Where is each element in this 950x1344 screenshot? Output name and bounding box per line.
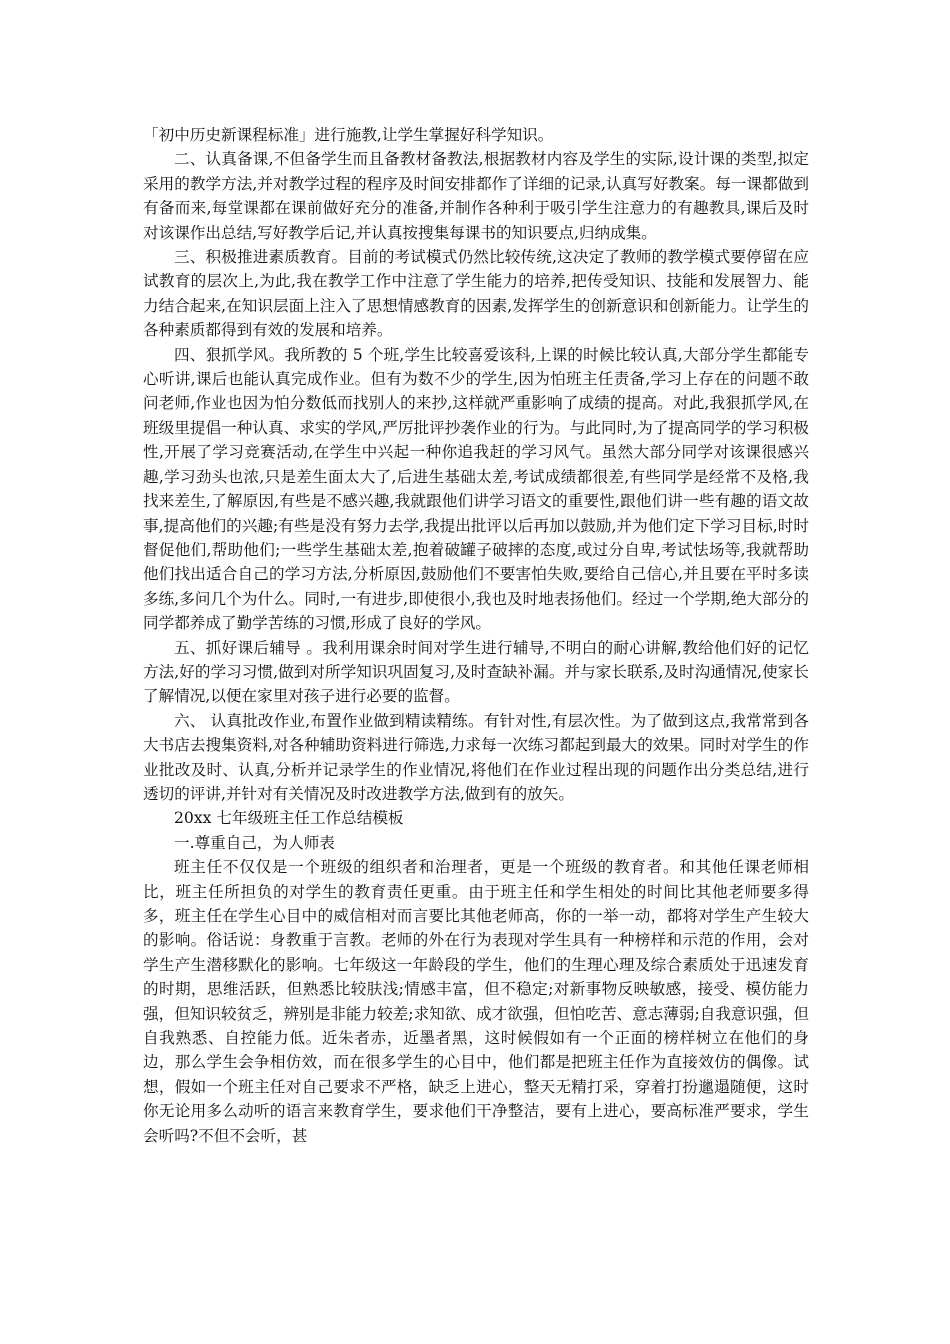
section-heading-respect-self: 一.尊重自己，为人师表 — [174, 833, 335, 852]
paragraph-head-teacher-role: 班主任不仅仅是一个班级的组织者和治理者，更是一个班级的教育者。和其他任课老师相比，班主任所担负的对学生的教育责任更重。由于班主任和学生相处的时间比其他老师要多得多，班主任在学生心目中的威信相对而言要比其他老师高，你的一举一动，都将对学生产生较大的影响。俗话说：身教重于言教。老师的外在行为表现对学生具有一种榜样和示范的作用，会对学生产生潜移默化的影响。七年级这一年龄段的学生，他们的生理心理及综合素质处于迅速发育的时期，思维活跃，但熟悉比较肤浅;情感丰富，但不稳定;对新事物反映敏感，接受、模仿能力强，但知识较贫乏，辨别是非能力较差;求知欲、成才欲强，但怕吃苦、意志薄弱;自我意识强，但自我熟悉、自控能力低。近朱者赤，近墨者黑，这时候假如有一个正面的榜样树立在他们的身边，那么学生会争相仿效，而在很多学生的心目中，他们都是把班主任作为直接效仿的偶像。试想，假如一个班主任对自己要求不严格，缺乏上进心，整天无精打采，穿着打扮邋遢随便，这时你无论用多么动听的语言来教育学生，要求他们干净整洁，要有上进心，要高标准严要求，学生会听吗?不但不会听，甚 — [143, 858, 809, 1145]
paragraph-study-style: 四、狠抓学风。我所教的 5 个班,学生比较喜爱该科,上课的时候比较认真,大部分学生都能专心听讲,课后也能认真完成作业。但有为数不少的学生,因为怕班主任责备,学习上存在的问题不敢问老师,作业也因为怕分数低而找别人的来抄,这样就严重影响了成绩的提高。对此,我狠抓学风,在班级里提倡一种认真、求实的学风,严厉批评抄袭作业的行为。与此同时,为了提高同学的学习积极性,开展了学习竞赛活动,在学生中兴起一种你追我赶的学习风气。虽然大部分同学对该课很感兴趣,学习劲头也浓,只是差生面太大了,后进生基础太差,考试成绩都很差,有些同学是经常不及格,我找来差生,了解原因,有些是不感兴趣,我就跟他们讲学习语文的重要性,跟他们讲一些有趣的语文故事,提高他们的兴趣;有些是没有努力去学,我提出批评以后再加以鼓励,并为他们定下学习目标,时时督促他们,帮助他们;一些学生基础太差,抱着破罐子破摔的态度,或过分自卑,考试怯场等,我就帮助他们找出适合自己的学习方法,分析原因,鼓励他们不要害怕失败,要给自己信心,并且要在平时多读多练,多问几个为什么。同时,一有进步,即使很小,我也及时地表扬他们。经过一个学期,绝大部分的同学都养成了勤学苦练的习惯,形成了良好的学风。 — [143, 345, 809, 633]
document-page — [143, 123, 809, 1148]
paragraph-quality-education: 三、积极推进素质教育。目前的考试模式仍然比较传统,这决定了教师的教学模式要停留在应试教育的层次上,为此,我在教学工作中注意了学生能力的培养,把传受知识、技能和发展智力、能力结合起来,在知识层面上注入了思想情感教育的因素,发挥学生的创新意识和创新能力。让学生的各种素质都得到有效的发展和培养。 — [143, 248, 809, 340]
paragraph-after-class-tutoring: 五、抓好课后辅导 。我利用课余时间对学生进行辅导,不明白的耐心讲解,教给他们好的记忆方法,好的学习习惯,做到对所学知识巩固复习,及时查缺补漏。并与家长联系,及时沟通情况,使家长了解情况,以便在家里对孩子进行必要的监督。 — [143, 638, 809, 706]
paragraph-homework-correction: 六、 认真批改作业,布置作业做到精读精练。有针对性,有层次性。为了做到这点,我常常到各大书店去搜集资料,对各种辅助资料进行筛选,力求每一次练习都起到最大的效果。同时对学生的作业批改及时、认真,分析并记录学生的作业情况,将他们在作业过程出现的问题作出分类总结,进行透切的评讲,并针对有关情况及时改进教学方法,做到有的放矢。 — [143, 711, 809, 803]
paragraph-history-standard: 「初中历史新课程标准」进行施教,让学生掌握好科学知识。 — [143, 126, 554, 144]
section-title: 20xx 七年级班主任工作总结模板 — [174, 809, 404, 828]
paragraph-lesson-preparation: 二、认真备课,不但备学生而且备教材备教法,根据教材内容及学生的实际,设计课的类型,拟定采用的教学方法,并对教学过程的程序及时间安排都作了详细的记录,认真写好教案。每一课都做到有备而来,每堂课都在课前做好充分的准备,并制作各种利于吸引学生注意力的有趣教具,课后及时对该课作出总结,写好教学后记,并认真按搜集每课书的知识要点,归纳成集。 — [143, 150, 809, 242]
